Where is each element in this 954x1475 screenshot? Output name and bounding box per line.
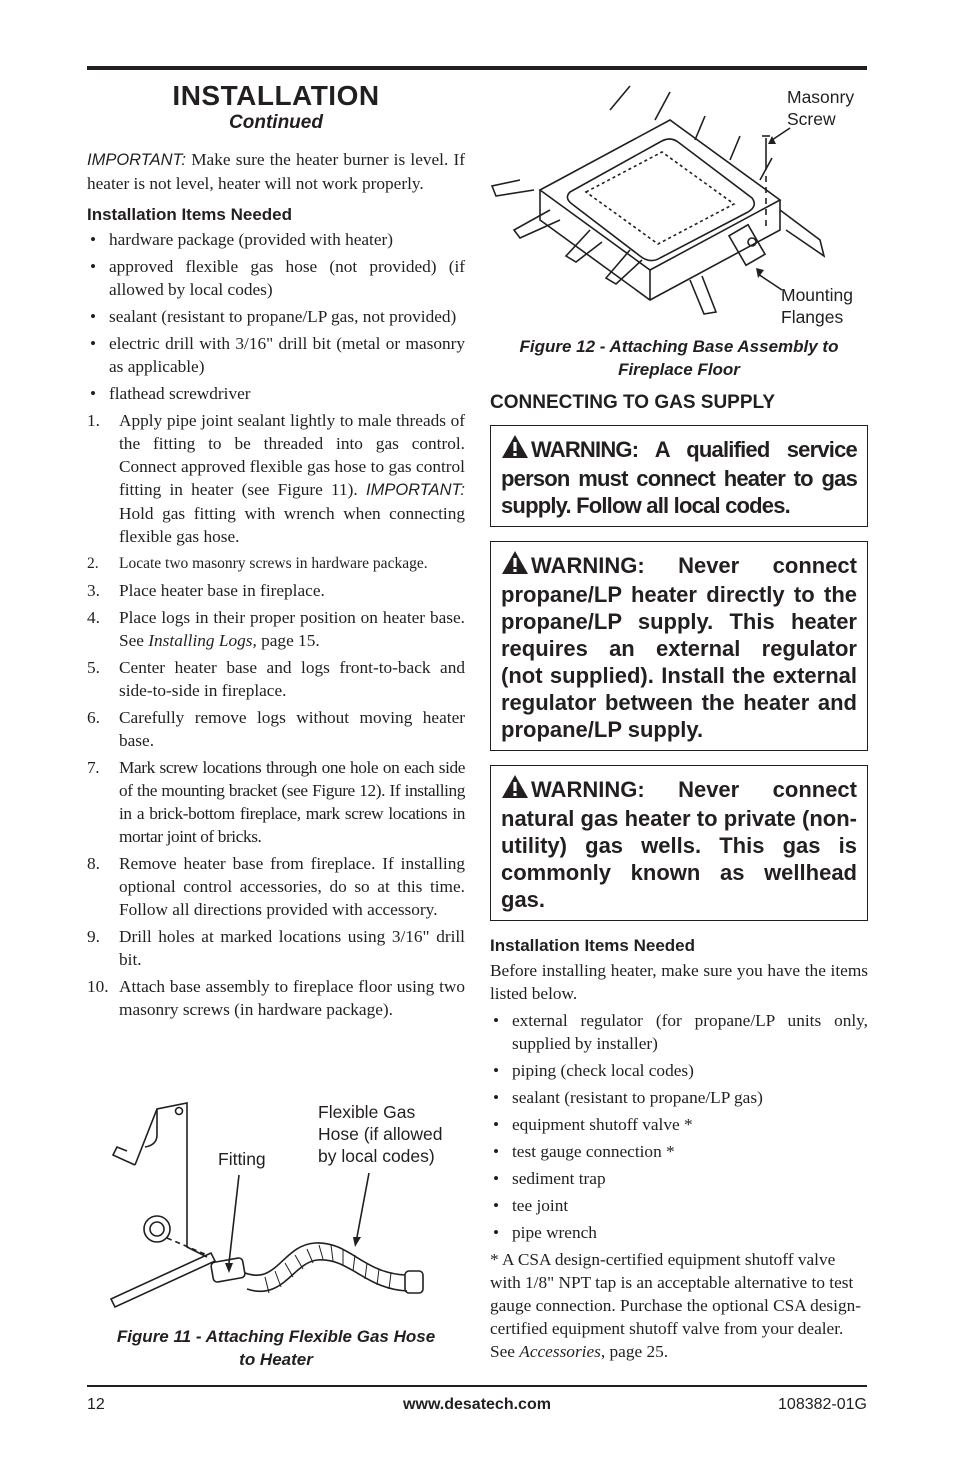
step-number: 10.	[87, 977, 109, 996]
warning-box-2	[490, 541, 868, 751]
step-8	[87, 852, 465, 921]
label-hose-line-1: Flexible Gas	[318, 1102, 416, 1122]
warning-3-text: WARNING: Never connect natural gas heater to private (non-utility) gas wells. This gas is commonly known as wellhead gas.	[501, 777, 857, 912]
step-9	[87, 925, 465, 971]
step-7	[87, 756, 465, 848]
step-10	[87, 975, 465, 1021]
install-steps	[87, 409, 465, 1021]
csa-note-text-b: , page 25.	[600, 1342, 669, 1361]
step-number: 4.	[87, 608, 100, 627]
step-number: 9.	[87, 927, 100, 946]
bottom-rule	[87, 1385, 867, 1387]
step-10-text: Attach base assembly to fireplace floor using two masonry screws (in hardware package).	[119, 977, 465, 1019]
step-1	[87, 409, 465, 548]
step-number: 1.	[87, 411, 100, 430]
figure-12-caption-line-1: Figure 12 - Attaching Base Assembly to	[519, 337, 839, 356]
step-number: 3.	[87, 581, 100, 600]
warning-box-3	[490, 765, 868, 921]
step-6	[87, 706, 465, 752]
step-number: 6.	[87, 708, 100, 727]
list-item: • approved flexible gas hose (not provided) (if allowed by local codes)	[87, 255, 465, 301]
step-4-ref: Installing Logs,	[148, 631, 257, 650]
list-item: • pipe wrench	[490, 1221, 868, 1244]
section-subtitle: Continued	[229, 112, 323, 133]
warning-triangle-icon	[501, 434, 529, 465]
warning-2-text: WARNING: Never connect propane/LP heater directly to the propane/LP supply. This heater requires an external regulator (not supplied). Install the external regulator between the heater and propane/LP supply.	[501, 553, 857, 742]
step-3-text: Place heater base in fireplace.	[119, 581, 325, 600]
step-number: 2.	[87, 555, 99, 572]
step-1-important-text: Hold gas fitting with wrench when connecting flexible gas hose.	[119, 504, 465, 546]
top-rule	[87, 66, 867, 70]
list-item: • hardware package (provided with heater)	[87, 228, 465, 251]
label-fitting: Fitting	[218, 1149, 266, 1169]
step-7-text: Mark screw locations through one hole on each side of the mounting bracket (see Figure 12). If installing in a brick-bottom fireplace, mark screw locations in mortar joint of bricks.	[119, 758, 465, 846]
step-5-text: Center heater base and logs front-to-back and side-to-side in fireplace.	[119, 658, 465, 700]
figure-12-caption-line-2: Fireplace Floor	[618, 360, 740, 379]
csa-note-ref: Accessories	[519, 1342, 601, 1361]
list-item: • sealant (resistant to propane/LP gas)	[490, 1086, 868, 1109]
list-item: • sealant (resistant to propane/LP gas, not provided)	[87, 305, 465, 328]
important-text: Make sure the heater burner is level. If heater is not level, heater will not work properly.	[87, 150, 465, 193]
items-list-right	[490, 1009, 868, 1244]
step-4-text-b: page 15.	[256, 631, 320, 650]
label-hose-line-2: Hose (if allowed	[318, 1124, 443, 1144]
warning-box-1	[490, 425, 868, 527]
step-6-text: Carefully remove logs without moving heater base.	[119, 708, 465, 750]
step-number: 5.	[87, 658, 100, 677]
list-item: • equipment shutoff valve *	[490, 1113, 868, 1136]
footer-url: www.desatech.com	[403, 1396, 551, 1413]
warning-triangle-icon	[501, 774, 529, 805]
list-item: • electric drill with 3/16" drill bit (metal or masonry as applicable)	[87, 332, 465, 378]
list-item: • test gauge connection *	[490, 1140, 868, 1163]
step-number: 7.	[87, 758, 100, 777]
label-hose-line-3: by local codes)	[318, 1146, 435, 1166]
section-title: INSTALLATION	[172, 80, 380, 111]
figure-12	[490, 80, 868, 385]
items-heading-left: Installation Items Needed	[87, 205, 292, 224]
important-lead: IMPORTANT:	[87, 151, 186, 169]
label-screw-line-2: Screw	[787, 109, 836, 129]
items-intro: Before installing heater, make sure you have the items listed below.	[490, 961, 868, 1003]
step-1-text: Apply pipe joint sealant lightly to male threads of the fitting to be threaded into gas control. Connect approved flexible gas hose to gas control fitting in heater (see Figure 11).	[119, 411, 465, 499]
label-flanges-line-1: Mounting	[781, 285, 853, 305]
important-note	[87, 148, 465, 195]
connecting-gas-supply-heading: CONNECTING TO GAS SUPPLY	[490, 392, 776, 413]
step-number: 8.	[87, 854, 100, 873]
step-9-text: Drill holes at marked locations using 3/16" drill bit.	[119, 927, 465, 969]
step-5	[87, 656, 465, 702]
list-item: • sediment trap	[490, 1167, 868, 1190]
list-item: • tee joint	[490, 1194, 868, 1217]
items-heading-right: Installation Items Needed	[490, 936, 695, 955]
right-column	[490, 80, 868, 1363]
warning-1-text: WARNING: A qualified service person must connect heater to gas supply. Follow all local codes.	[501, 437, 857, 518]
page-number: 12	[87, 1396, 105, 1413]
csa-note	[490, 1248, 868, 1363]
left-column	[87, 80, 465, 1025]
warning-triangle-icon	[501, 550, 529, 581]
figure-11-caption-line-2: to Heater	[239, 1350, 313, 1369]
step-2-text: Locate two masonry screws in hardware package.	[119, 555, 428, 572]
list-item: • flathead screwdriver	[87, 382, 465, 405]
step-1-important-lead: IMPORTANT:	[366, 481, 465, 499]
step-2	[87, 552, 465, 575]
items-list-left	[87, 228, 465, 405]
step-8-text: Remove heater base from fireplace. If installing optional control accessories, do so at this time. Follow all directions provided with accessory.	[119, 854, 465, 919]
label-flanges-line-2: Flanges	[781, 307, 844, 327]
list-item: • external regulator (for propane/LP units only, supplied by installer)	[490, 1009, 868, 1055]
csa-note-text-a: * A CSA design-certified equipment shutoff valve with 1/8" NPT tap is an acceptable alternative to test gauge connection. Purchase the optional CSA design-certified equipment shutoff valve from your dealer. See	[490, 1250, 861, 1361]
list-item: • piping (check local codes)	[490, 1059, 868, 1082]
step-4	[87, 606, 465, 652]
figure-11	[87, 1095, 465, 1385]
label-screw-line-1: Masonry	[787, 87, 855, 107]
document-code: 108382-01G	[778, 1396, 867, 1413]
step-3	[87, 579, 465, 602]
step-4-text-a: Place logs in their proper position on heater base. See	[119, 608, 465, 650]
figure-11-caption-line-1: Figure 11 - Attaching Flexible Gas Hose	[116, 1327, 436, 1346]
